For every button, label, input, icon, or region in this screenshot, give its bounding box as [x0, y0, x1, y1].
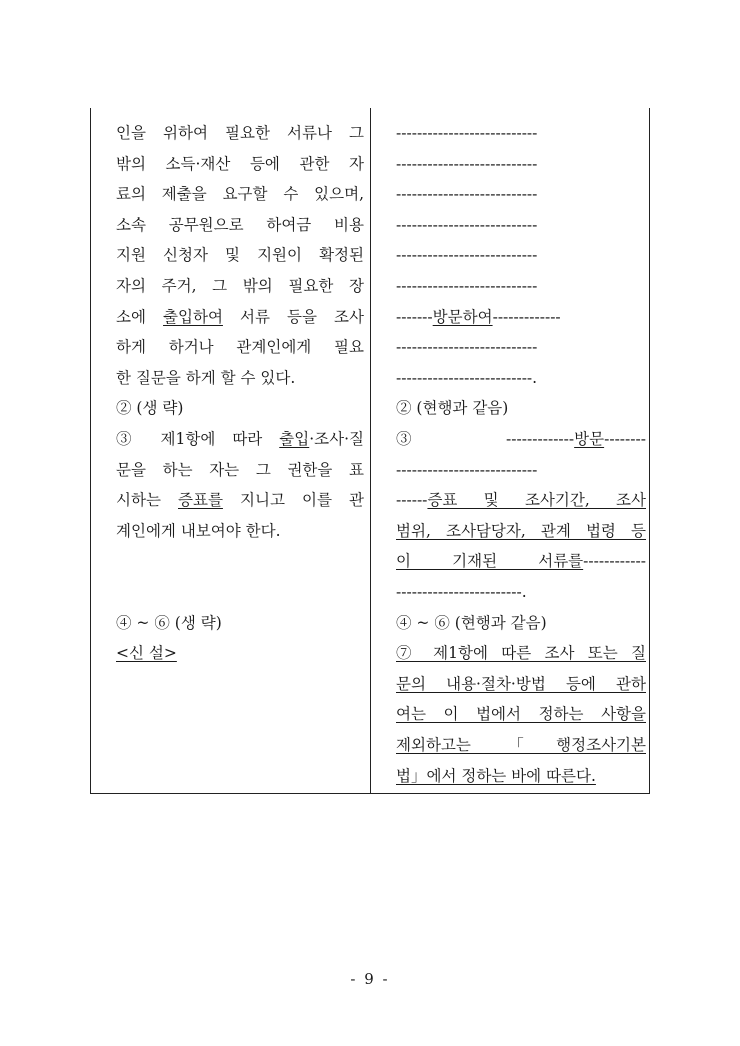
current-law-line [116, 118, 364, 148]
underlined-text: 문의 내용·절차·방법 등에 관하 [396, 674, 646, 693]
page-number: - 9 - [350, 970, 390, 988]
text-segment: ④ ~ ⑥ (생 략) [116, 613, 222, 632]
underlined-text: 제외하고는 「행정조사기본 [396, 736, 646, 754]
underlined-text: 방문하여 [432, 307, 493, 326]
amendment-line [396, 332, 646, 362]
amendment-line [396, 516, 646, 546]
text-segment: ------------ [583, 552, 646, 571]
text-segment: ------------- [492, 307, 561, 326]
text-segment: ------- [396, 307, 433, 326]
amendment-line [396, 608, 547, 638]
text-segment: 밖의 소득·재산 등에 관한 자 [116, 154, 364, 173]
text-segment: ③ ------------- [396, 430, 575, 448]
underlined-text: 증표를 [178, 491, 223, 510]
underlined-text: 방문 [574, 430, 605, 448]
current-law-line [116, 240, 364, 270]
amendment-line [396, 240, 646, 270]
text-segment: 문을 하는 자는 그 권한을 표 [116, 460, 364, 479]
text-segment: --------------------------- [396, 154, 538, 173]
amendment-line [396, 638, 646, 668]
comparison-table [90, 108, 650, 794]
underlined-text: 법」에서 정하는 바에 따른다. [396, 766, 596, 785]
current-law-line [116, 149, 364, 179]
text-segment: --------------------------- [396, 246, 538, 265]
text-segment: ④ ~ ⑥ (현행과 같음) [396, 613, 547, 632]
amendment-line [396, 393, 508, 423]
current-law-line [116, 179, 364, 209]
current-law-line [116, 485, 364, 515]
text-segment: 시하는 [116, 491, 178, 510]
amendment-line [396, 761, 596, 791]
underlined-text: 범위, 조사담당자, 관계 법령 등 [396, 521, 646, 540]
current-law-line [116, 363, 295, 393]
amendment-line [396, 669, 646, 699]
amendment-line [396, 210, 646, 240]
table-left-border [90, 108, 91, 794]
text-segment: 인을 위하여 필요한 서류나 그 [116, 124, 364, 142]
underlined-text: 여는 이 법에서 정하는 사항을 [396, 705, 646, 724]
current-law-line [116, 455, 364, 485]
text-segment: 자의 주거, 그 밖의 필요한 장 [116, 277, 364, 295]
text-segment: ------ [396, 491, 428, 510]
amendment-line [396, 363, 537, 393]
text-segment: --------------------------- [396, 124, 538, 142]
current-law-line [116, 332, 364, 362]
text-segment: 지니고 이를 관 [222, 491, 364, 510]
amendment-line [396, 149, 646, 179]
text-segment: -------- [604, 430, 646, 448]
current-law-line [116, 393, 183, 423]
amendment-line [396, 546, 646, 576]
underlined-text: 증표 및 조사기간, 조사 [427, 491, 646, 510]
text-segment: 계인에게 내보여야 한다. [116, 521, 281, 540]
current-law-line [116, 271, 364, 301]
text-segment: --------------------------- [396, 338, 538, 357]
amendment-line [396, 699, 646, 729]
current-law-line [116, 210, 364, 240]
text-segment: 서류 등을 조사 [222, 307, 364, 326]
text-segment: 하게 하거나 관계인에게 필요 [116, 338, 364, 357]
underlined-text: 이 기재된 서류를 [396, 552, 584, 571]
current-law-line [116, 608, 222, 638]
table-bottom-border [90, 793, 650, 794]
table-right-border [649, 108, 650, 794]
text-segment: --------------------------- [396, 277, 538, 295]
current-law-line [116, 302, 364, 332]
text-segment: --------------------------- [396, 215, 538, 234]
table-column-divider [370, 108, 371, 794]
underlined-text: ⑦ 제1항에 따른 조사 또는 질 [396, 644, 646, 663]
text-segment: ------------------------. [396, 583, 527, 601]
amendment-line [396, 577, 527, 607]
amendment-line [396, 424, 646, 454]
current-law-line [116, 424, 364, 454]
text-segment: ② (현행과 같음) [396, 399, 509, 418]
text-segment: 한 질문을 하게 할 수 있다. [116, 368, 296, 387]
amendment-line [396, 302, 646, 332]
amendment-line [396, 730, 646, 760]
underlined-text: 출입하여 [163, 307, 223, 326]
amendment-line [396, 271, 646, 301]
text-segment: --------------------------- [396, 460, 538, 479]
text-segment: --------------------------. [396, 368, 538, 387]
text-segment: ② (생 략) [116, 399, 184, 418]
text-segment: ·조사·질 [309, 430, 364, 448]
amendment-line [396, 485, 646, 515]
underlined-text: 출입 [279, 430, 310, 448]
text-segment: 소에 [116, 307, 164, 326]
text-segment: --------------------------- [396, 185, 538, 204]
amendment-line [396, 118, 646, 148]
current-law-line [116, 638, 177, 668]
text-segment: 지원 신청자 및 지원이 확정된 [116, 246, 364, 265]
amendment-line [396, 179, 646, 209]
underlined-text: <신 설> [116, 644, 177, 663]
amendment-line [396, 455, 646, 485]
text-segment: 료의 제출을 요구할 수 있으며, [116, 185, 364, 204]
text-segment: 소속 공무원으로 하여금 비용 [116, 215, 364, 234]
text-segment: ③ 제1항에 따라 [116, 430, 280, 448]
current-law-line [116, 516, 281, 546]
